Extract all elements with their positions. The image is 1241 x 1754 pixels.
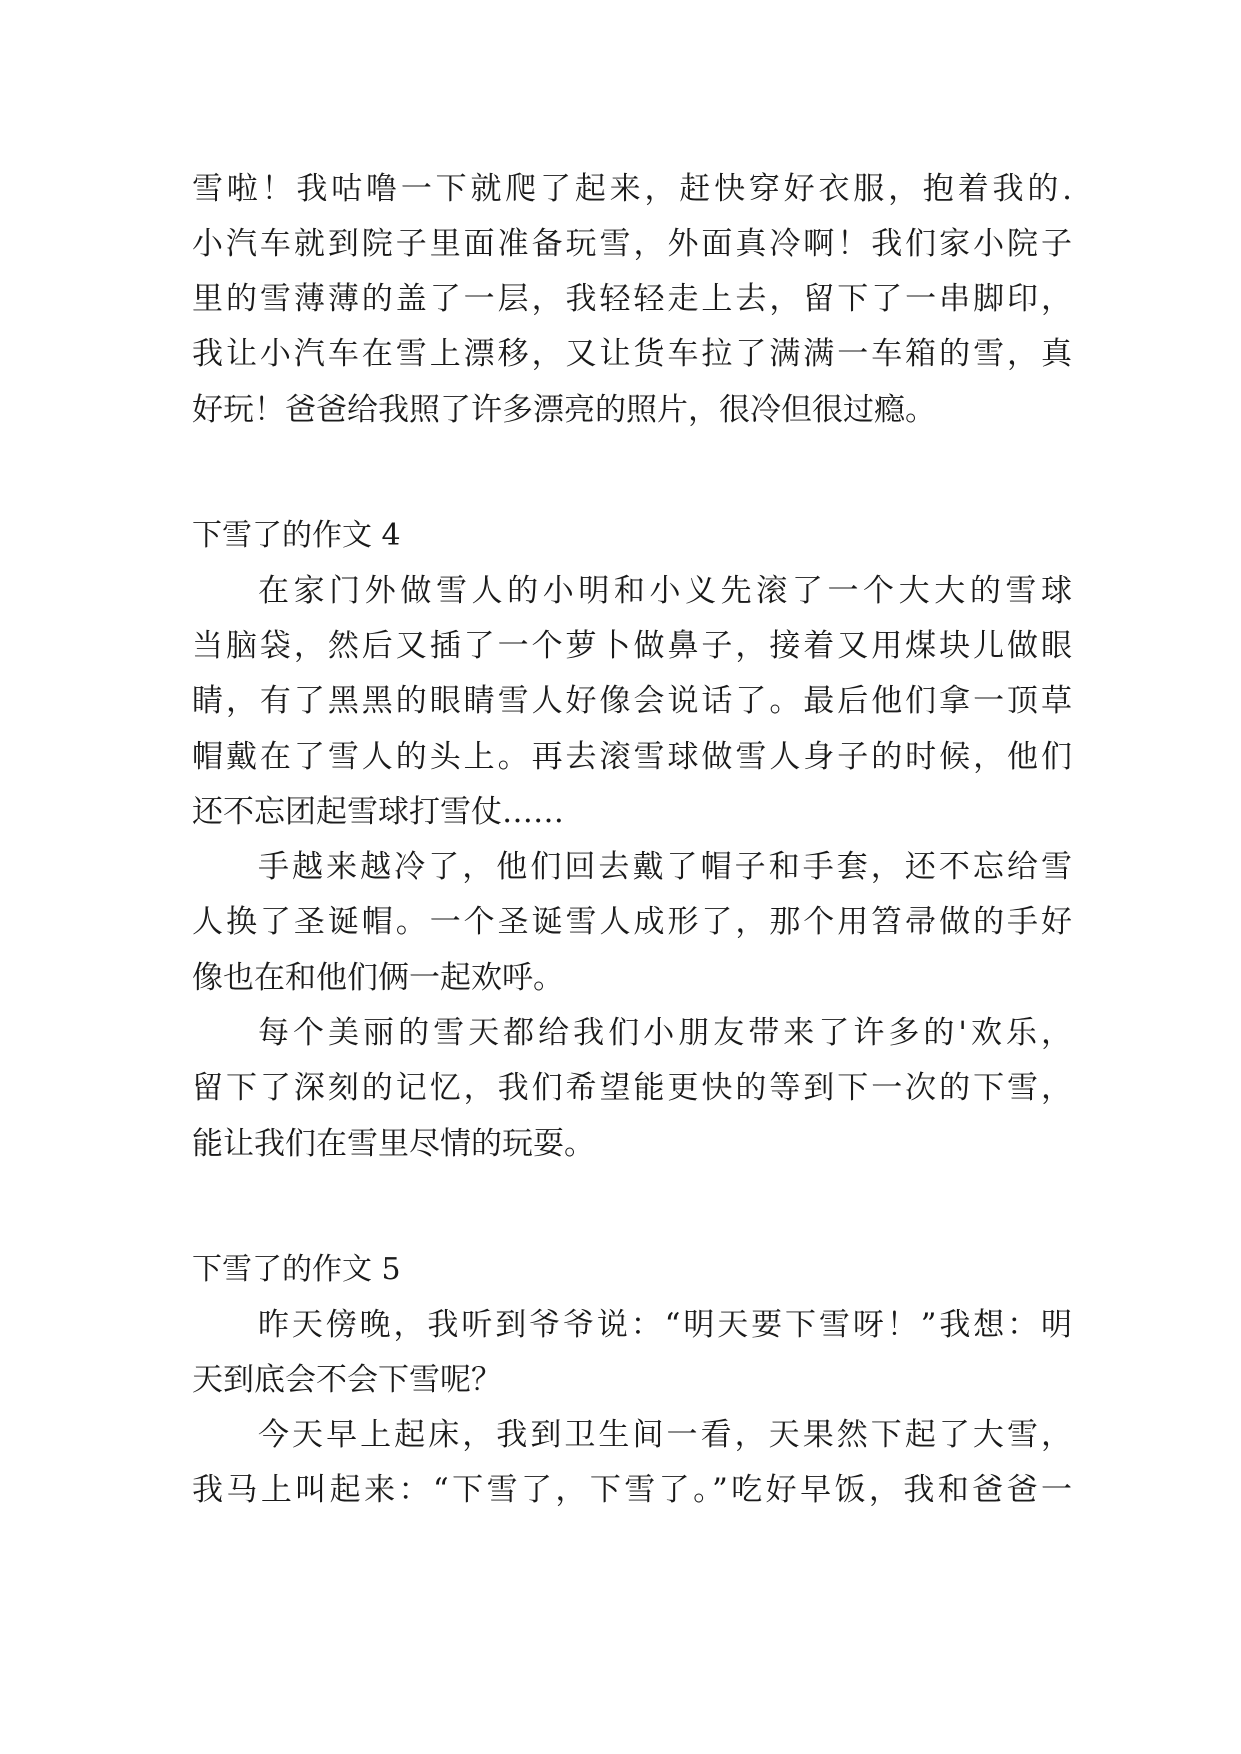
paragraph-line: 能让我们在雪里尽情的玩耍。 (192, 1126, 595, 1162)
paragraph-line: 还不忘团起雪球打雪仗…… (192, 794, 564, 830)
essay-title-5: 下雪了的作文 5 (192, 1252, 401, 1287)
paragraph-line: 我让小汽车在雪上漂移，又让货车拉了满满一车箱的雪，真 (192, 336, 1072, 372)
paragraph-line: 当脑袋，然后又插了一个萝卜做鼻子，接着又用煤块儿做眼 (192, 628, 1072, 664)
paragraph-line: 今天早上起床，我到卫生间一看，天果然下起了大雪， (258, 1417, 1072, 1453)
paragraph-line: 我马上叫起来：“下雪了，下雪了。”吃好早饭，我和爸爸一 (192, 1472, 1072, 1508)
paragraph-line: 在家门外做雪人的小明和小义先滚了一个大大的雪球 (258, 573, 1072, 609)
paragraph-line: 里的雪薄薄的盖了一层，我轻轻走上去，留下了一串脚印， (192, 281, 1072, 317)
paragraph-line: 睛，有了黑黑的眼睛雪人好像会说话了。最后他们拿一顶草 (192, 683, 1072, 719)
paragraph-line: 雪啦！我咕噜一下就爬了起来，赶快穿好衣服，抱着我的. (192, 171, 1072, 207)
paragraph-line: 帽戴在了雪人的头上。再去滚雪球做雪人身子的时候，他们 (192, 739, 1072, 775)
paragraph-line: 手越来越冷了，他们回去戴了帽子和手套，还不忘给雪 (258, 849, 1072, 885)
paragraph-line: 每个美丽的雪天都给我们小朋友带来了许多的'欢乐， (258, 1015, 1072, 1051)
paragraph-line: 人换了圣诞帽。一个圣诞雪人成形了，那个用笤帚做的手好 (192, 904, 1072, 940)
paragraph-line: 小汽车就到院子里面准备玩雪，外面真冷啊！我们家小院子 (192, 226, 1072, 262)
paragraph-line: 好玩！爸爸给我照了许多漂亮的照片，很冷但很过瘾。 (192, 392, 936, 428)
paragraph-line: 天到底会不会下雪呢？ (192, 1362, 502, 1398)
paragraph-line: 昨天傍晚，我听到爷爷说：“明天要下雪呀！”我想：明 (258, 1307, 1072, 1343)
essay-title-4: 下雪了的作文 4 (192, 518, 401, 553)
paragraph-line: 留下了深刻的记忆，我们希望能更快的等到下一次的下雪， (192, 1070, 1072, 1106)
paragraph-line: 像也在和他们俩一起欢呼。 (192, 960, 564, 996)
